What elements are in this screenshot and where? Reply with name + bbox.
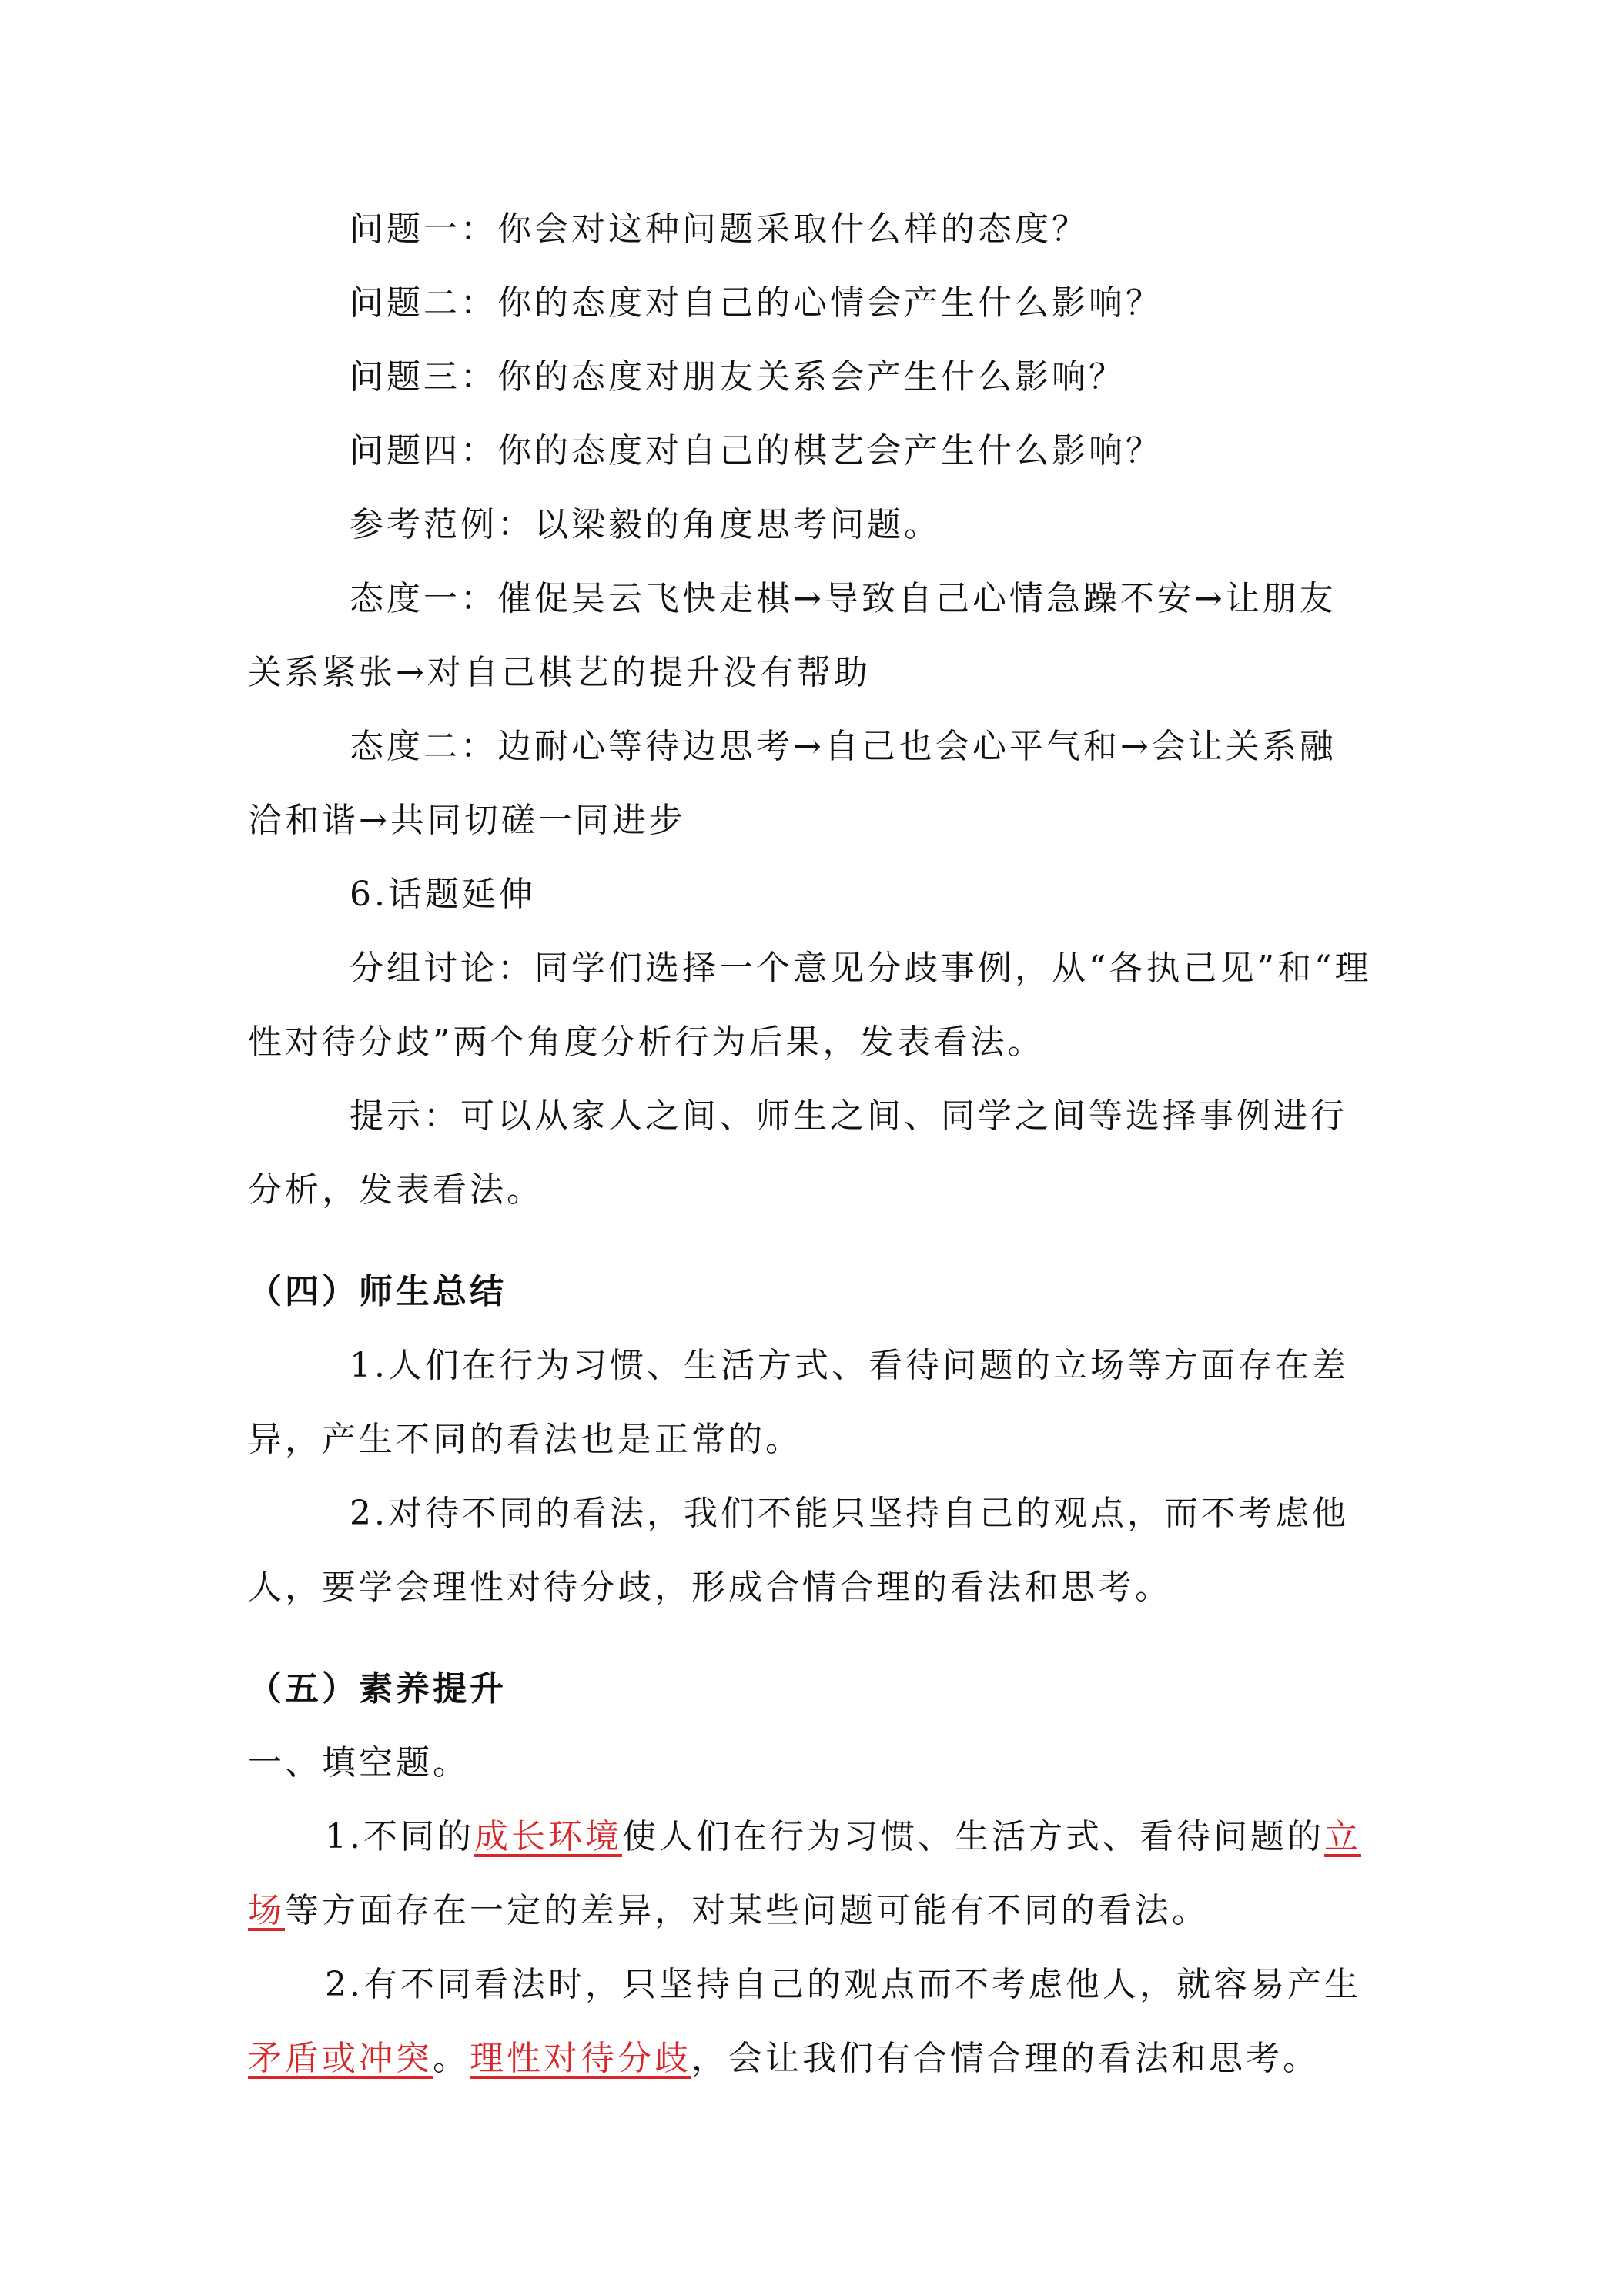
q1-text-3: 等方面存在一定的差异，对某些问题可能有不同的看法。	[285, 1891, 1209, 1930]
q2-answer-2: 理性对待分歧	[470, 2039, 691, 2078]
document-page	[248, 192, 1387, 2096]
q1-answer-2a: 立	[1323, 1817, 1361, 1856]
summary-heading: （四）师生总结	[248, 1272, 507, 1311]
improvement-heading: （五）素养提升	[248, 1669, 507, 1709]
fill-blank-title: 一、填空题。	[248, 1743, 470, 1782]
question-4: 问题四：你的态度对自己的棋艺会产生什么影响？	[350, 431, 1163, 470]
q2-text-rest: ，会让我们有合情合理的看法和思考。	[691, 2039, 1320, 2078]
fill-blank-q1-line-1	[248, 1800, 1387, 1874]
discussion-line-2: 性对待分歧”两个角度分析行为后果，发表看法。	[248, 1022, 1045, 1062]
topic-extension-title: 6.话题延伸	[350, 875, 536, 914]
summary-point-2-line-2: 人，要学会理性对待分歧，形成合情合理的看法和思考。	[248, 1568, 1172, 1607]
discussion-line-1: 分组讨论：同学们选择一个意见分歧事例，从“各执己见”和“理	[350, 949, 1372, 988]
q1-answer-2b: 场	[248, 1891, 285, 1930]
summary-point-2-line-1: 2.对待不同的看法，我们不能只坚持自己的观点，而不考虑他	[350, 1494, 1349, 1533]
attitude-2-line-1: 态度二：边耐心等待边思考→自己也会心平气和→会让关系融	[350, 727, 1337, 766]
attitude-1-line-1: 态度一：催促吴云飞快走棋→导致自己心情急躁不安→让朋友	[350, 579, 1337, 618]
fill-blank-q1-line-2	[248, 1874, 1387, 1948]
section-gap	[248, 1625, 1387, 1652]
question-1: 问题一：你会对这种问题采取什么样的态度？	[350, 209, 1089, 249]
q1-answer-1: 成长环境	[474, 1817, 622, 1856]
attitude-1-line-2: 关系紧张→对自己棋艺的提升没有帮助	[248, 653, 871, 692]
hint-line-1: 提示：可以从家人之间、师生之间、同学之间等选择事例进行	[350, 1096, 1347, 1136]
question-3: 问题三：你的态度对朋友关系会产生什么影响？	[350, 357, 1126, 397]
q1-text-1: 1.不同的	[325, 1817, 474, 1856]
question-2: 问题二：你的态度对自己的心情会产生什么影响？	[350, 283, 1163, 323]
fill-blank-q2-line-2	[248, 2022, 1387, 2096]
q2-answer-1: 矛盾或冲突	[248, 2039, 433, 2078]
attitude-2-line-2: 洽和谐→共同切磋一同进步	[248, 801, 686, 840]
section-gap	[248, 1227, 1387, 1255]
summary-point-1-line-2: 异，产生不同的看法也是正常的。	[248, 1420, 802, 1459]
summary-point-1-line-1: 1.人们在行为习惯、生活方式、看待问题的立场等方面存在差	[350, 1346, 1349, 1385]
reference-example: 参考范例：以梁毅的角度思考问题。	[350, 505, 941, 544]
q1-text-2: 使人们在行为习惯、生活方式、看待问题的	[621, 1817, 1324, 1856]
fill-blank-q2-line-1: 2.有不同看法时，只坚持自己的观点而不考虑他人，就容易产生	[325, 1965, 1361, 2004]
hint-line-2: 分析，发表看法。	[248, 1170, 544, 1210]
q2-separator: 。	[433, 2039, 470, 2078]
